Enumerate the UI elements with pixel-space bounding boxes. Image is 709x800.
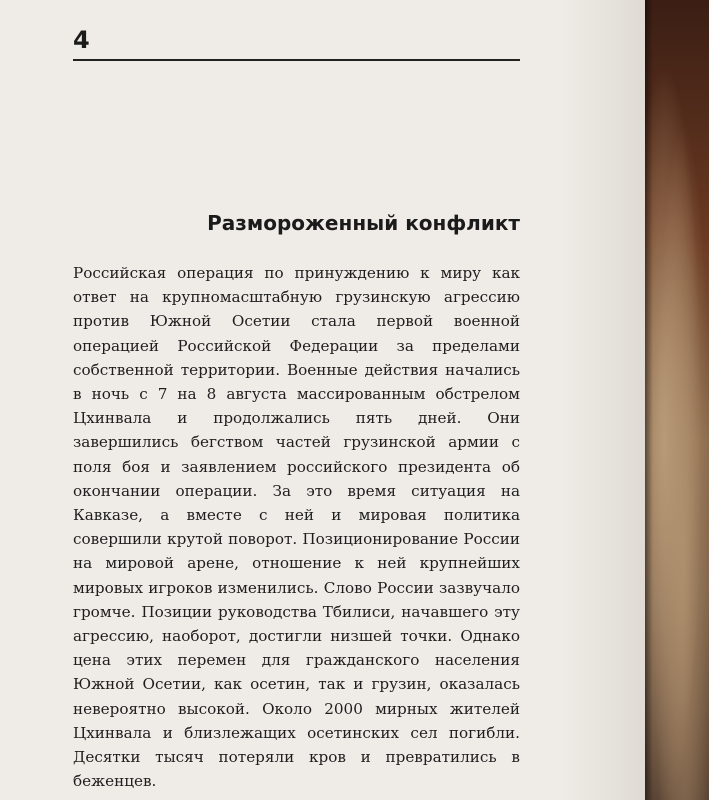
body-paragraph: Российская операция по принуждению к миру как ответ на крупномасштабную грузинскую агрессию против Южной Осетии стала первой военной операцией Российской Федерации за пределами собственной территории. Военные действия начались в ночь с 7 на 8 августа массированным обстрелом Цхинвала и продолжались пять дней. Они завершились бегством частей грузинской армии с поля боя и заявлением российского президента об окончании операции. За это время ситуация на Кавказе, а вместе с ней и мировая политика совершили крутой поворот. Позиционирование России на мировой арене, отношение к ней крупнейших мировых игроков изменились. Слово России зазвучало громче. Позиции руководства Тбилиси, начавшего эту агрессию, наоборот, достигли низшей точки. Однако цена этих перемен для гражданского населения Южной Осетии, как осетин, так и грузин, оказалась невероятно высокой. Около 2000 мирных жителей Цхинвала и близлежащих осетинских сел погибли. Десятки тысяч потеряли кров и превратились в беженцев. bbox=[73, 264, 520, 791]
show-through-text bbox=[80, 84, 200, 144]
show-through-shadow bbox=[560, 0, 645, 800]
header-rule bbox=[73, 59, 520, 61]
spine-shadow bbox=[645, 0, 653, 800]
section-title: Размороженный конфликт bbox=[207, 211, 520, 235]
chapter-number: 4 bbox=[73, 26, 90, 54]
adjacent-page-photo bbox=[645, 0, 709, 800]
